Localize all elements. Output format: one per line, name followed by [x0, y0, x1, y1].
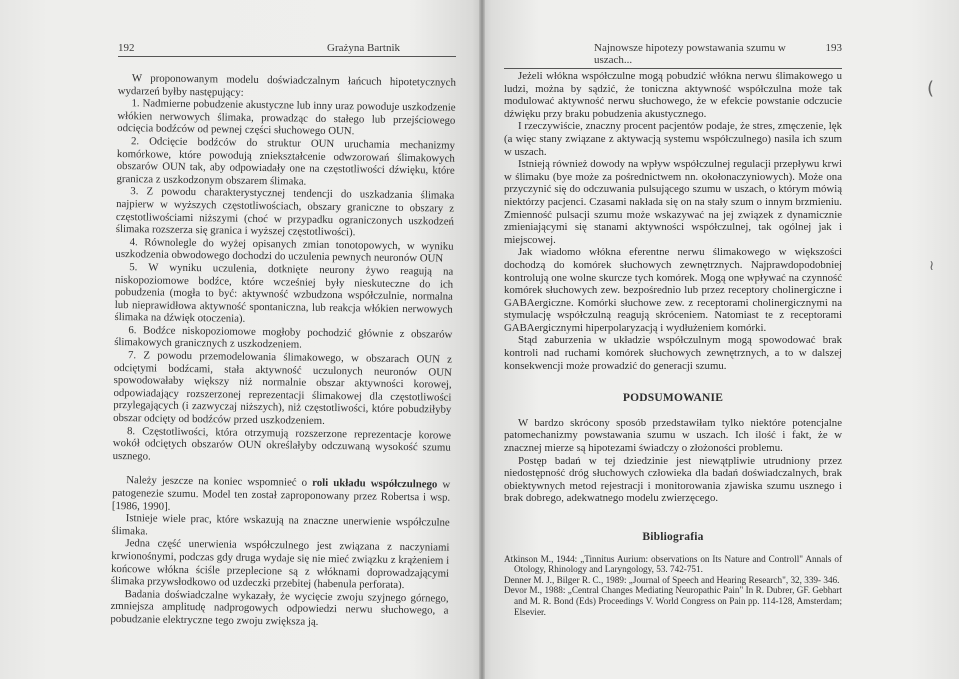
bibliography-heading: Bibliografia — [642, 531, 704, 543]
page-number: 193 — [825, 42, 842, 54]
paragraph: Jeżeli włókna współczulne mogą pobudzić włókna nerwu ślimakowego u ludzi, można by sądzić, że toniczna aktywność współczulna może tak modulować aktywność nerwu słuchowego, że w efekcie powstanie odczucie dźwięku przy braku pobudzenia akustycznego. — [504, 70, 842, 120]
summary-paragraph: Postęp badań w tej dziedzinie jest niewątpliwie utrudniony przez niedostępność dróg słuchowych człowieka dla badań doświadczalnych, brak obiektywnych metod rejestracji i monitorowania zjawiska szumu usznego i brak dobrego, adekwatnego modelu zwierzęcego. — [504, 454, 842, 505]
page-number: 192 — [118, 42, 135, 54]
left-page-header — [118, 42, 456, 57]
margin-pencil-mark: ≀ — [929, 258, 935, 274]
right-page-header — [504, 42, 842, 69]
bibliography-list — [504, 554, 842, 618]
right-page-body — [504, 70, 842, 617]
paragraph: 8. Częstotliwości, która otrzymują rozszerzone reprezentacje korowe wokół odciętych obszarów OUN określałyby odczuwaną wysokość szumu usznego. — [112, 424, 452, 463]
running-head: Grażyna Bartnik — [327, 42, 400, 54]
summary-paragraph: W bardzo skrócony sposób przedstawiłam tylko niektóre potencjalne patomechanizmy powstawania szumu w uszach. Ich ilość i fakt, że w znacznej mierze są hipotezami świadczy o złożoności problemu. — [504, 416, 842, 455]
paragraph-sympathetic: Należy jeszcze na koniec wspomnieć o roli układu współczulnego w patogenezie szumu. Model ten został zaproponowany przez Robertsa i wsp. [1986, 1990]. — [111, 474, 451, 513]
paragraph: Stąd zaburzenia w układzie współczulnym mogą spowodować brak kontroli nad ruchami komórek słuchowych zewnętrznych, a to w dalszej konsekwencji może prowadzić do generacji szumu. — [504, 334, 842, 372]
summary-heading: PODSUMOWANIE — [622, 392, 724, 405]
paragraph: 7. Z powodu przemodelowania ślimakowego, w obszarach OUN z odciętymi bodźcami, stała aktywność uczulonych neuronów OUN spowodowałaby większy niż normalnie obszar aktywności korowej, odpowiadający rozszerzonej reprezentacji ślimakowej dla częstotliwości przylegających (i zazwyczaj niższych), niż częstotliwości, które pobudziłyby obszar odcięty od bodźców przed uszkodzeniem. — [113, 349, 453, 427]
paragraph: 4. Równolegle do wyżej opisanych zmian tonotopowych, w wyniku uszkodzenia obwodowego dochodzi do uczulenia pewnych neuronów OUN — [115, 235, 454, 265]
paragraph: Istnieją również dowody na wpływ współczulnej regulacji przepływu krwi w ślimaku (bye może za pośrednictwem nn. okołonaczyniowych). Może ona przyczynić się do odczuwania pulsującego szumu w uszach, o którym mówią niektórzy pacjenci. Czasami nakłada się on na stały szum o innym brzmieniu. Zmienność pulsacji szumu może wskazywać na jej związek z dynamicznie zmieniającymi się stanami aktywności współczulnej, tak ogólnej jak i miejscowej. — [504, 158, 842, 246]
right-page — [482, 0, 959, 679]
paragraph: Jedna część unerwienia współczulnego jest związana z naczyniami krwionośnymi, podczas gdy druga wydaje się nie mieć związku z krążeniem i końcowe włókna ściśle przeplecione są z włóknami doprowadzającymi ślimaka przywsłodkowo od uzdeczki przebitej (habenula perforata). — [110, 537, 450, 592]
paragraph: 5. W wyniku uczulenia, dotknięte neurony żywo reagują na niskopoziomowe bodźce, które wcześniej były nieskuteczne do ich pobudzenia (mogła to być: aktywność wzbudzona współczulnie, normalna lub nieprawidłowa aktywność spontaniczna, lub reakcja włókien nerwowych ślimaka na dźwięk otoczenia). — [114, 261, 454, 326]
margin-pencil-mark: ( — [927, 78, 935, 99]
paragraph: 1. Nadmierne pobudzenie akustyczne lub inny uraz powoduje uszkodzenie włókien nerwowych ślimaka, prowadząc do stałego lub przejściowego odcięcia bodźców od pewnej części słuchowego OUN. — [117, 97, 456, 138]
bibliography-entry: Denner M. J., Bilger R. C., 1989: „Journal of Speech and Hearing Research", 32, 339- 346. — [504, 574, 840, 585]
paragraph: 3. Z powodu charakterystycznej tendencji do uszkadzania ślimaka najpierw w wyższych częstotliwościach, obszary graniczne to obszary z częstotliwościami niższymi (choć w przypadku ograniczonych uszkodzeń ślimaka rozszerza się granica i wyższej częstotliwości). — [115, 185, 455, 239]
bold-phrase: roli układu współczulnego — [312, 477, 438, 491]
paragraph: I rzeczywiście, znaczny procent pacjentów podaje, że stres, zmęczenie, lęk (a więc stany związane z aktywacją systemu współczulnego) nasila ich szum w uszach. — [504, 120, 842, 158]
paragraph: 6. Bodźce niskopoziomowe mogłoby pochodzić głównie z obszarów ślimakowych granicznych z uszkodzeniem. — [114, 324, 453, 352]
running-head: Najnowsze hipotezy powstawania szumu w uszach... — [594, 42, 786, 66]
paragraph: 2. Odcięcie bodźców do struktur OUN uruchamia mechanizmy komórkowe, które powodują zniekształcenie odwzorowań ślimakowych obszarów OUN tak, aby odpowiadały one na częstotliwości dźwięku, które granicza z uszkodzonym obszarem ślimaka. — [116, 135, 456, 188]
left-page-body — [110, 72, 456, 630]
paragraph: W proponowanym modelu doświadczalnym łańcuch hipotetycznych wydarzeń byłby następujący: — [117, 72, 456, 99]
bibliography-entry: Devor M., 1988: „Central Changes Mediating Neuropathic Pain" In R. Dubrer, GF. Gebhart and M. R. Bond (Eds) Proceedings V. World Congress on Pain pp. 114-128, Amsterdam; Elsevier. — [504, 585, 842, 617]
paragraph: Jak wiadomo włókna eferentne nerwu ślimakowego w większości dochodzą do komórek słuchowych zewnętrznych. Najprawdopodobniej kontrolują one wolne skurcze tych komórek. Mogą one wpływać na czynność komórek słuchowych zew. bezpośrednio lub przez receptory cholinergiczne i GABAergiczne. Komórki słuchowe zew. z receptorami cholinergicznymi na stymulację współczulną reagują skróceniem. Natomiast te z receptorami GABAergicznymi hiperpolaryzacją i wydłużeniem komórki. — [504, 246, 842, 334]
paragraph: Badania doświadczalne wykazały, że wycięcie zwoju szyjnego górnego, zmniejsza amplitudę nadprogowych odpowiedzi nerwu słuchowego, a pobudzanie elektryczne tego zwoju zwiększa ją. — [110, 587, 449, 628]
book-gutter — [479, 0, 485, 679]
bibliography-entry: Atkinson M., 1944: „Tinnitus Aurium: observations on Its Nature and Controll" Annals of Otology, Rhinology and Laryngology, 53. 742-751. — [504, 553, 842, 575]
paragraph: Istnieje wiele prac, które wskazują na znaczne unerwienie współczulne ślimaka. — [111, 512, 450, 538]
